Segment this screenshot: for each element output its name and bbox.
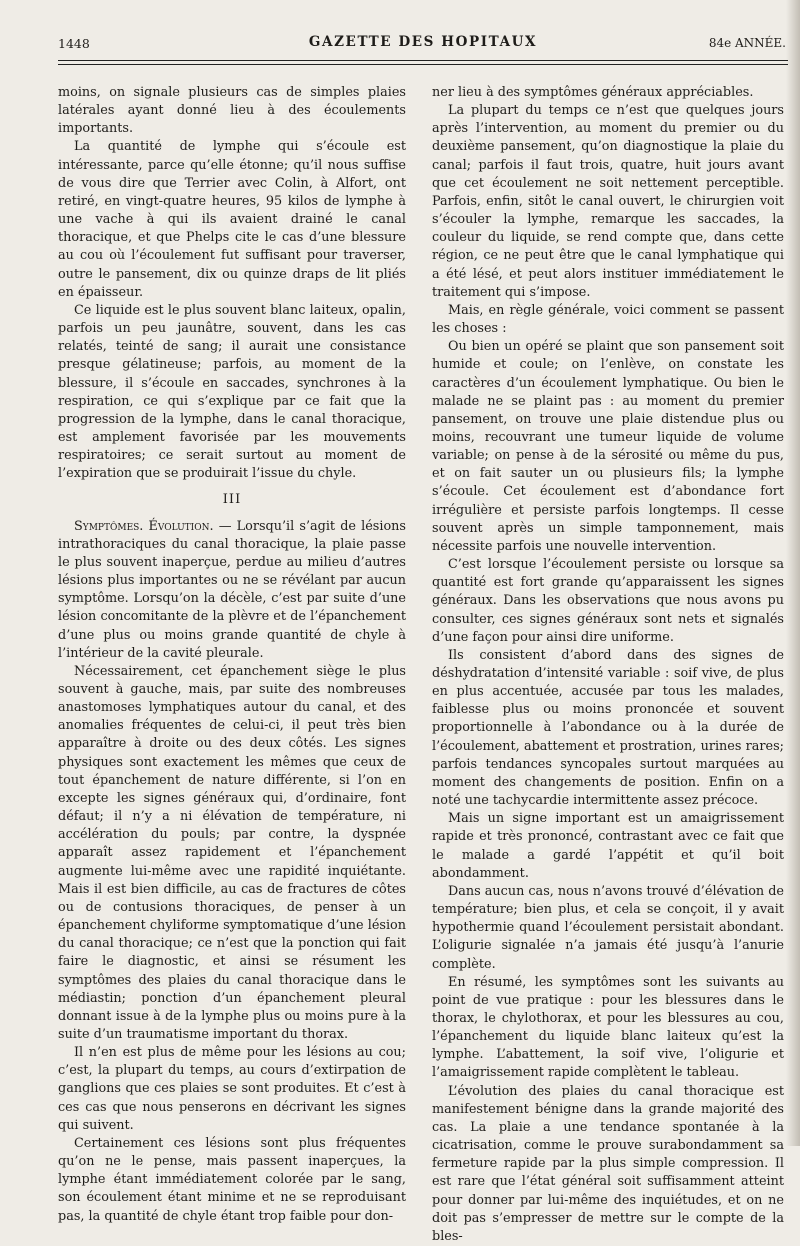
journal-title: GAZETTE DES HOPITAUX (308, 34, 538, 50)
paragraph: Certainement ces lésions sont plus fréquentes qu’on ne le pense, mais passent inaperçues, la lymphe étant immédiatement colorée par le sang, son écoulement étant minime et ne se reproduisant pas, la quantité de chyle étant trop faible pour don- (58, 1135, 406, 1224)
paragraph: Ils consistent d’abord dans des signes de déshydratation d’intensité variable : soif vive, de plus en plus accentuée, accusée par tous les malades, faiblesse plus ou moins prononcée et souvent proportionnelle à l’abondance ou à la durée de l’écoulement, abattement et prostration, urines rares; parfois tendances syncopales surtout marquées au moment des changements de position. Enfin on a noté une tachycardie intermittente assez précoce. (432, 647, 784, 809)
paragraph: Il n’en est plus de même pour les lésions au cou; c’est, la plupart du temps, au cours d’extirpation de ganglions que ces plaies se sont produites. Et c’est à ces cas que nous penserons en décrivant les signes qui suivent. (58, 1045, 406, 1133)
paragraph: ner lieu à des symptômes généraux appréciables. (432, 85, 754, 100)
paragraph-text: — Lorsqu’il s’agit de lésions intrathoraciques du canal thoracique, la plaie passe le plus souvent inaperçue, perdue au milieu d’autres lésions plus importantes ou ne se révélant par aucun symptôme. Lorsqu’on la décèle, c’est par suite d’une lésion concomitante de la plèvre et de l’épanchement d’une plus ou moins grande quantité de chyle à l’intérieur de la cavité pleurale. (58, 518, 406, 661)
paragraph: En résumé, les symptômes sont les suivants au point de vue pratique : pour les blessures dans le thorax, le chylothorax, et pour les blessures au cou, l’épanchement du liquide blanc laiteux qu’est la lymphe. L’abattement, la soif vive, l’oligurie et l’amaigrissement rapide complètent le tableau. (432, 974, 784, 1081)
year-label: 84e ANNÉE. (708, 36, 786, 50)
right-column (432, 84, 784, 1246)
paragraph: Mais un signe important est un amaigrissement rapide et très prononcé, contrastant avec ce fait que le malade a gardé l’appétit et qu’il boit abondamment. (432, 811, 784, 881)
paragraph: Ce liquide est le plus souvent blanc laiteux, opalin, parfois un peu jaunâtre, souvent, dans les cas relatés, teinté de sang; il aurait une consistance presque gélatineuse; parfois, au moment de la blessure, il s’écoule en saccades, synchrones à la respiration, ce qui s’explique par ce fait que la progression de la lymphe, dans le canal thoracique, est amplement favorisée par les mouvements respiratoires; ce serait surtout au moment de l’expiration que se produirait l’issue du chyle. (58, 302, 406, 482)
paragraph: C’est lorsque l’écoulement persiste ou lorsque sa quantité est fort grande qu’apparaissent les signes généraux. Dans les observations que nous avons pu consulter, ces signes généraux sont nets et signalés d’une façon pour ainsi dire uniforme. (432, 557, 784, 645)
paragraph: L’évolution des plaies du canal thoracique est manifestement bénigne dans la grande majorité des cas. La plaie a une tendance spontanée à la cicatrisation, comme le prouve surabondamment sa fermeture rapide par la plus simple compression. Il est rare que l’état général soit suffisamment atteint pour donner par lui-même des inquiétudes, et on ne doit pas s’empresser de mettre sur le compte de la bles- (432, 1083, 784, 1244)
left-column (58, 84, 406, 1226)
header-rule-top (58, 60, 788, 61)
header-rule-bottom (58, 64, 788, 65)
paragraph: Dans aucun cas, nous n’avons trouvé d’élévation de température; bien plus, et cela se conçoit, il y avait hypothermie quand l’écoulement persistait abondant. L’oligurie signalée n’a jamais été jusqu’à l’anurie complète. (432, 883, 784, 972)
page-edge-shadow (786, 0, 800, 1146)
page-header (58, 34, 788, 56)
paragraph: La plupart du temps ce n’est que quelques jours après l’intervention, au moment du premier ou du deuxième pansement, qu’on diagnostique la plaie du canal; parfois il faut trois, quatre, huit jours avant que cet écoulement ne soit nettement perceptible. Parfois, enfin, sitôt le canal ouvert, le chirurgien voit s’écouler la lymphe, remarque les saccades, la couleur du liquide, se rend compte que, dans cette région, ce ne peut être que le canal lymphatique qui a été lésé, et peut alors instituer immédiatement le traitement qui s’impose. (432, 103, 784, 300)
paragraph (58, 518, 406, 663)
section-number: III (222, 492, 242, 508)
paragraph: moins, on signale plusieurs cas de simples plaies latérales ayant donné lieu à des écoulements importants. (58, 85, 406, 137)
paragraph: Ou bien un opéré se plaint que son pansement soit humide et coule; on l’enlève, on constate les caractères d’un écoulement lymphatique. Ou bien le malade ne se plaint pas : au moment du premier pansement, on trouve une plaie distendue plus ou moins, recouvrant une tumeur liquide de volume variable; on pense à de la sérosité ou même du pus, et on fait sauter un ou plusieurs fils; la lymphe s’écoule. Cet écoulement est d’abondance fort irrégulière et persiste parfois longtemps. Il cesse souvent après un simple tamponnement, mais nécessite parfois une nouvelle intervention. (432, 339, 784, 554)
paragraph: La quantité de lymphe qui s’écoule est intéressante, parce qu’elle étonne; qu’il nous suffise de vous dire que Terrier avec Colin, à Alfort, ont retiré, en vingt-quatre heures, 95 kilos de lymphe à une vache à qui ils avaient drainé le canal thoracique, et que Phelps cite le cas d’une blessure au cou où l’écoulement fut suffisant pour traverser, outre le pansement, dix ou quinze draps de lit pliés en épaisseur. (58, 139, 406, 300)
section-heading: Symptômes. Évolution. (74, 518, 214, 534)
paragraph: Mais, en règle générale, voici comment se passent les choses : (432, 302, 784, 337)
paragraph: Nécessairement, cet épanchement siège le plus souvent à gauche, mais, par suite des nombreuses anastomoses lymphatiques autour du canal, et des anomalies fréquentes de celui-ci, il peut très bien apparaître à droite ou des deux côtés. Les signes physiques sont exactement les mêmes que ceux de tout épanchement de nature différente, si l’on en excepte les signes généraux qui, d’ordinaire, font défaut; il n’y a ni élévation de température, ni accélération du pouls; par contre, la dyspnée apparaît assez rapidement et l’épanchement augmente lui-même avec une rapidité inquiétante. Mais il est bien difficile, au cas de fractures de côtes ou de contusions thoraciques, de penser à un épanchement chyliforme symptomatique d’une lésion du canal thoracique; ce n’est que la ponction qui fait faire le diagnostic, et ainsi se résument les symptômes des plaies du canal thoracique dans le médiastin; ponction d’un épanchement pleural donnant issue à de la lymphe plus ou moins pure à la suite d’un traumatisme important du thorax. (58, 663, 406, 1042)
page-number: 1448 (58, 36, 90, 51)
